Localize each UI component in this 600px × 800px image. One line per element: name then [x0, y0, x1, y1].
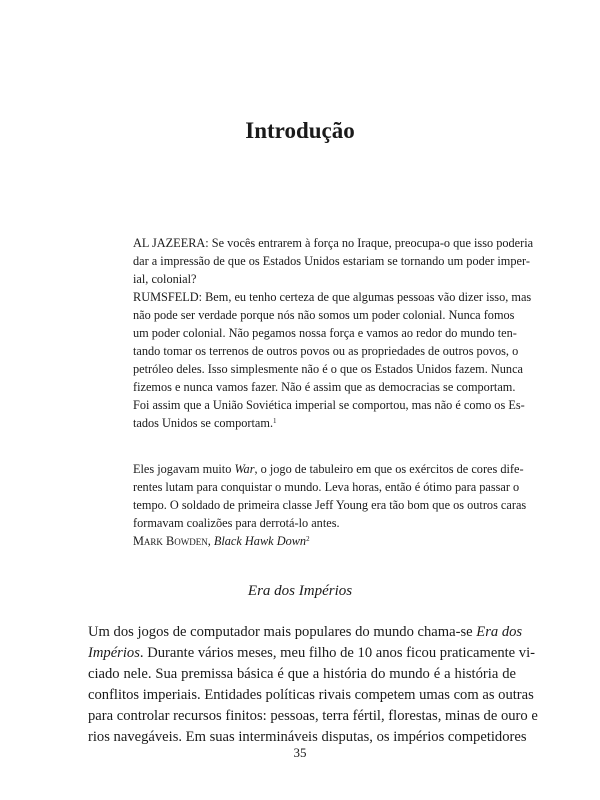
epigraph-line: petróleo deles. Isso simplesmente não é o que os Estados Unidos fazem. Nunca — [133, 362, 523, 376]
epigraph-line: tando tomar os terrenos de outros povos ou as propriedades de outros povos, o — [133, 344, 519, 358]
footnote-marker: 1 — [273, 417, 277, 425]
body-line: para controlar recursos finitos: pessoas, terra fértil, florestas, minas de ouro e — [88, 708, 538, 724]
epigraph-line: ial, colonial? — [133, 272, 197, 286]
text-span: . Durante vários meses, meu filho de 10 anos ficou praticamente vi- — [139, 645, 536, 661]
epigraph-line: RUMSFELD: Bem, eu tenho certeza de que algumas pessoas vão dizer isso, mas — [133, 290, 532, 304]
epigraph-game-line — [133, 460, 524, 478]
epigraph-line-text: tados Unidos se comportam. — [133, 416, 274, 430]
body-line: ciado nele. Sua premissa básica é que a história do mundo é a história de — [88, 666, 516, 682]
body-line — [88, 622, 523, 643]
epigraph-game-line: tempo. O soldado de primeira classe Jeff Young era tão bom que os outros caras — [133, 498, 527, 512]
attribution-author: Mark Bowden — [133, 534, 208, 548]
attribution-work: Black Hawk Down — [213, 534, 307, 548]
epigraph-line-last — [133, 414, 513, 432]
game-title-italic: Impérios — [88, 645, 140, 661]
footnote-marker: 2 — [306, 535, 310, 543]
text-span: Eles jogavam muito — [133, 462, 235, 476]
body-line: conflitos imperiais. Entidades políticas rivais competem umas com as outras — [88, 687, 534, 703]
epigraph-line: AL JAZEERA: Se vocês entrarem à força no Iraque, preocupa-o que isso poderia — [133, 236, 534, 250]
text-span: Um dos jogos de computador mais populares do mundo chama-se — [88, 624, 477, 640]
epigraph-game-line: formavam coalizões para derrotá-lo antes. — [133, 516, 340, 530]
epigraph-game-line: rentes lutam para conquistar o mundo. Leva horas, então é ótimo para passar o — [133, 480, 520, 494]
text-span: , o jogo de tabuleiro em que os exércitos de cores dife- — [254, 462, 524, 476]
page-number: 35 — [293, 745, 307, 760]
epigraph-line: fizemos e nunca vamos fazer. Não é assim que as democracias se comportam. — [133, 380, 516, 394]
chapter-title: Introdução — [245, 118, 355, 143]
epigraph-line: dar a impressão de que os Estados Unidos estariam se tornando um poder imper- — [133, 254, 530, 268]
epigraph-line: um poder colonial. Não pegamos nossa força e vamos ao redor do mundo ten- — [133, 326, 517, 340]
attribution-separator: , — [207, 534, 214, 548]
game-title-war: War — [234, 462, 255, 476]
body-line — [88, 643, 536, 664]
epigraph-attribution — [133, 532, 310, 550]
body-line: rios navegáveis. Em suas intermináveis disputas, os impérios competidores — [88, 729, 527, 745]
epigraph-line: não pode ser verdade porque nós não somos um poder colonial. Nunca fomos — [133, 308, 515, 322]
game-title-italic: Era dos — [476, 624, 523, 640]
section-title: Era dos Impérios — [247, 583, 353, 599]
epigraph-line: Foi assim que a União Soviética imperial se comportou, mas não é como os Es- — [133, 398, 525, 412]
